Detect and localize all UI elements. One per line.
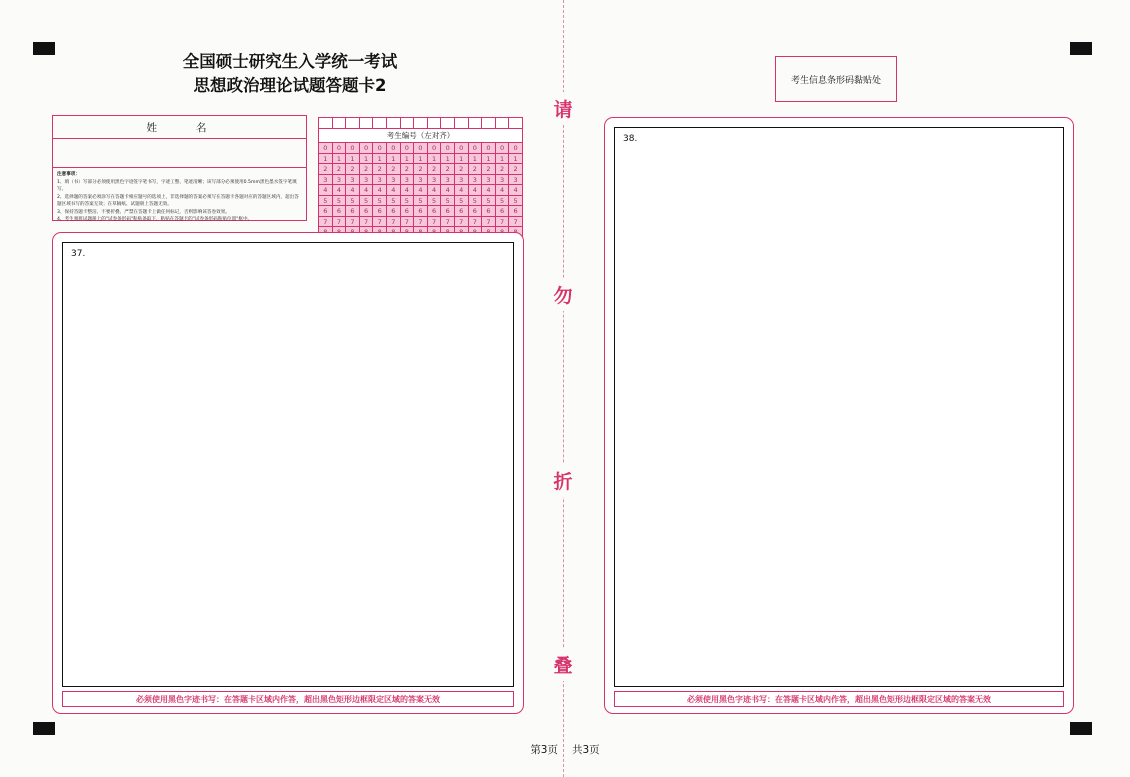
candidate-number-bubble[interactable]: 6	[373, 206, 387, 217]
candidate-number-bubble[interactable]: 6	[455, 206, 469, 217]
answer-panel-38-footer: 必须使用黑色字迹书写：在答题卡区域内作答，超出黑色矩形边框限定区域的答案无效	[614, 691, 1064, 707]
candidate-number-bubble[interactable]: 6	[346, 206, 360, 217]
candidate-number-bubble[interactable]: 3	[319, 175, 333, 186]
page-title-line-2: 思想政治理论试题答题卡2	[193, 75, 387, 95]
candidate-number-bubble[interactable]: 1	[441, 154, 455, 165]
answer-area-37[interactable]	[62, 242, 514, 687]
candidate-number-write-cell[interactable]	[441, 118, 455, 128]
candidate-number-write-cell[interactable]	[455, 118, 469, 128]
candidate-number-bubble[interactable]: 5	[373, 196, 387, 207]
candidate-number-bubble[interactable]: 4	[441, 185, 455, 196]
candidate-number-bubble[interactable]: 7	[346, 217, 360, 228]
name-write-area[interactable]	[53, 139, 306, 168]
candidate-number-bubble[interactable]: 2	[319, 164, 333, 175]
instructions-item: 2、选择题的答案必须涂写在答题卡相应题号的选项上，非选择题的答案必须写在答题卡各题对应的答题区域内，超出答题区域书写的答案无效；在草稿纸、试题册上答题无效。	[57, 194, 299, 208]
candidate-number-bubble[interactable]: 7	[509, 217, 522, 228]
question-number-38: 38.	[623, 134, 638, 144]
candidate-number-bubble[interactable]: 5	[401, 196, 415, 207]
candidate-number-bubble[interactable]: 6	[414, 206, 428, 217]
candidate-number-write-cell[interactable]	[373, 118, 387, 128]
candidate-number-bubble[interactable]: 2	[360, 164, 374, 175]
candidate-number-bubble[interactable]: 5	[441, 196, 455, 207]
candidate-number-bubble[interactable]: 4	[428, 185, 442, 196]
candidate-number-bubble[interactable]: 5	[469, 196, 483, 207]
answer-panel-38	[604, 117, 1074, 714]
candidate-number-bubble[interactable]: 3	[414, 175, 428, 186]
candidate-number-bubble[interactable]: 7	[469, 217, 483, 228]
candidate-number-bubble[interactable]: 1	[387, 154, 401, 165]
candidate-number-bubble[interactable]: 2	[387, 164, 401, 175]
candidate-number-bubble[interactable]: 7	[496, 217, 510, 228]
candidate-number-bubble[interactable]: 1	[496, 154, 510, 165]
candidate-number-bubble[interactable]: 6	[360, 206, 374, 217]
candidate-number-bubble[interactable]: 0	[387, 143, 401, 154]
candidate-number-bubble[interactable]: 4	[401, 185, 415, 196]
candidate-number-bubble[interactable]: 0	[414, 143, 428, 154]
candidate-number-write-cell[interactable]	[509, 118, 522, 128]
candidate-number-bubble[interactable]: 2	[455, 164, 469, 175]
candidate-number-bubble[interactable]: 4	[414, 185, 428, 196]
question-number-37: 37.	[71, 249, 86, 259]
candidate-number-digit-row	[319, 206, 522, 217]
candidate-number-bubble[interactable]: 0	[373, 143, 387, 154]
fiducial-mark-bottom-left	[33, 722, 55, 735]
instructions-title: 注意事项：	[57, 172, 80, 177]
candidate-number-bubble[interactable]: 7	[441, 217, 455, 228]
candidate-number-bubble[interactable]: 7	[360, 217, 374, 228]
candidate-number-bubble[interactable]: 6	[469, 206, 483, 217]
candidate-number-bubble[interactable]: 1	[333, 154, 347, 165]
candidate-number-digit-row	[319, 175, 522, 186]
candidate-number-bubble[interactable]: 4	[333, 185, 347, 196]
candidate-number-bubble[interactable]: 3	[360, 175, 374, 186]
candidate-number-bubble[interactable]: 7	[333, 217, 347, 228]
fold-text-char-3: 折	[548, 464, 578, 497]
candidate-number-bubble[interactable]: 2	[373, 164, 387, 175]
candidate-number-bubble[interactable]: 6	[509, 206, 522, 217]
candidate-number-label: 考生编号（左对齐）	[319, 129, 522, 143]
candidate-number-bubble[interactable]: 3	[455, 175, 469, 186]
candidate-number-bubble[interactable]: 6	[428, 206, 442, 217]
candidate-number-bubble[interactable]: 1	[401, 154, 415, 165]
candidate-number-write-cell[interactable]	[401, 118, 415, 128]
candidate-number-bubble[interactable]: 5	[414, 196, 428, 207]
candidate-number-bubble[interactable]: 3	[469, 175, 483, 186]
candidate-number-write-cell[interactable]	[428, 118, 442, 128]
candidate-number-bubble[interactable]: 3	[373, 175, 387, 186]
candidate-number-bubble[interactable]: 5	[496, 196, 510, 207]
page-footer	[500, 742, 630, 757]
candidate-number-digit-row	[319, 164, 522, 175]
fold-text-char-2: 勿	[548, 278, 578, 311]
candidate-number-bubble[interactable]: 2	[482, 164, 496, 175]
barcode-paste-label: 考生信息条形码黏贴处	[790, 75, 881, 86]
candidate-number-bubble[interactable]: 3	[346, 175, 360, 186]
answer-panel-37	[52, 232, 524, 714]
candidate-number-digit-row	[319, 196, 522, 207]
fiducial-mark-top-left	[33, 42, 55, 55]
fold-text-char-1: 请	[548, 92, 578, 125]
instructions-block	[53, 168, 306, 224]
candidate-number-bubble[interactable]: 7	[428, 217, 442, 228]
candidate-number-bubble[interactable]: 0	[346, 143, 360, 154]
candidate-number-bubble[interactable]: 1	[455, 154, 469, 165]
candidate-number-write-cell[interactable]	[360, 118, 374, 128]
candidate-number-bubble[interactable]: 4	[455, 185, 469, 196]
page-title-line-1: 全国硕士研究生入学统一考试	[182, 52, 398, 71]
candidate-number-bubble[interactable]: 7	[455, 217, 469, 228]
candidate-number-bubble[interactable]: 0	[441, 143, 455, 154]
candidate-number-bubble[interactable]: 0	[333, 143, 347, 154]
candidate-number-bubble[interactable]: 0	[428, 143, 442, 154]
candidate-number-bubble[interactable]: 2	[414, 164, 428, 175]
fiducial-mark-bottom-right	[1070, 722, 1092, 735]
candidate-number-bubble[interactable]: 4	[346, 185, 360, 196]
name-field-label: 姓 名	[53, 116, 306, 139]
candidate-number-bubble[interactable]: 0	[360, 143, 374, 154]
page-current: 第3页	[530, 744, 558, 756]
candidate-number-bubble[interactable]: 7	[414, 217, 428, 228]
candidate-number-bubble[interactable]: 0	[509, 143, 522, 154]
candidate-number-bubble[interactable]: 4	[469, 185, 483, 196]
page-total: 共3页	[572, 744, 600, 756]
candidate-number-bubble[interactable]: 0	[482, 143, 496, 154]
instructions-item: 1、填（书）写部分必须使用黑色字迹签字笔书写，字迹工整、笔迹清晰；该写部分必须使用0.5mm黑色墨水签字笔填写。	[57, 179, 297, 193]
candidate-number-bubble[interactable]: 3	[401, 175, 415, 186]
candidate-number-write-cell[interactable]	[482, 118, 496, 128]
instructions-item: 3、保持答题卡整洁、不要折叠、严禁在答题卡上做任何标记，否则影响该答卷效果。	[57, 209, 230, 215]
candidate-number-bubble[interactable]: 7	[482, 217, 496, 228]
candidate-number-bubble[interactable]: 0	[469, 143, 483, 154]
candidate-number-bubble[interactable]: 0	[319, 143, 333, 154]
candidate-number-digit-row	[319, 185, 522, 196]
candidate-number-bubble[interactable]: 5	[509, 196, 522, 207]
candidate-number-bubble[interactable]: 2	[441, 164, 455, 175]
candidate-number-bubble[interactable]: 6	[496, 206, 510, 217]
candidate-number-bubble[interactable]: 5	[333, 196, 347, 207]
candidate-number-bubble[interactable]: 6	[333, 206, 347, 217]
candidate-number-write-cell[interactable]	[333, 118, 347, 128]
answer-area-38[interactable]	[614, 127, 1064, 687]
candidate-number-bubble[interactable]: 4	[373, 185, 387, 196]
candidate-number-write-cell[interactable]	[469, 118, 483, 128]
candidate-number-block	[318, 117, 523, 249]
candidate-number-bubble[interactable]: 7	[319, 217, 333, 228]
candidate-number-digit-row	[319, 154, 522, 165]
name-block	[52, 115, 307, 221]
candidate-number-bubble[interactable]: 6	[319, 206, 333, 217]
candidate-number-write-cell[interactable]	[346, 118, 360, 128]
candidate-number-bubble[interactable]: 6	[441, 206, 455, 217]
candidate-number-bubble[interactable]: 4	[387, 185, 401, 196]
fold-text-char-4: 叠	[548, 648, 578, 681]
candidate-number-bubble[interactable]: 4	[482, 185, 496, 196]
candidate-number-bubble[interactable]: 1	[469, 154, 483, 165]
candidate-number-bubble[interactable]: 1	[373, 154, 387, 165]
candidate-number-bubble[interactable]: 2	[346, 164, 360, 175]
candidate-number-bubble[interactable]: 2	[333, 164, 347, 175]
candidate-number-bubble[interactable]: 5	[346, 196, 360, 207]
candidate-number-bubble[interactable]: 2	[509, 164, 522, 175]
candidate-number-bubble[interactable]: 4	[496, 185, 510, 196]
page-title	[55, 50, 525, 98]
candidate-number-digit-row	[319, 143, 522, 154]
candidate-number-bubble[interactable]: 1	[360, 154, 374, 165]
candidate-number-bubble[interactable]: 7	[373, 217, 387, 228]
answer-panel-37-footer: 必须使用黑色字迹书写：在答题卡区域内作答，超出黑色矩形边框限定区域的答案无效	[62, 691, 514, 707]
candidate-number-bubble[interactable]: 3	[441, 175, 455, 186]
candidate-number-bubble[interactable]: 2	[401, 164, 415, 175]
candidate-number-bubble[interactable]: 0	[401, 143, 415, 154]
candidate-number-bubble[interactable]: 5	[387, 196, 401, 207]
candidate-number-bubble[interactable]: 3	[333, 175, 347, 186]
candidate-number-bubble[interactable]: 3	[387, 175, 401, 186]
candidate-number-bubble[interactable]: 6	[387, 206, 401, 217]
candidate-number-bubble[interactable]: 1	[428, 154, 442, 165]
candidate-number-bubble[interactable]: 0	[455, 143, 469, 154]
candidate-number-bubble[interactable]: 0	[496, 143, 510, 154]
candidate-number-write-cell[interactable]	[414, 118, 428, 128]
candidate-number-bubble[interactable]: 6	[482, 206, 496, 217]
candidate-number-bubble[interactable]: 4	[360, 185, 374, 196]
candidate-number-bubble[interactable]: 2	[469, 164, 483, 175]
candidate-number-bubble[interactable]: 1	[482, 154, 496, 165]
candidate-number-bubble[interactable]: 5	[482, 196, 496, 207]
candidate-number-bubble[interactable]: 7	[387, 217, 401, 228]
candidate-number-bubble[interactable]: 1	[319, 154, 333, 165]
candidate-number-bubble[interactable]: 4	[319, 185, 333, 196]
barcode-paste-area	[775, 56, 897, 102]
candidate-number-bubble[interactable]: 4	[509, 185, 522, 196]
candidate-number-bubble[interactable]: 2	[428, 164, 442, 175]
candidate-number-bubble[interactable]: 5	[455, 196, 469, 207]
candidate-number-digit-row	[319, 217, 522, 228]
candidate-number-bubble[interactable]: 3	[509, 175, 522, 186]
fiducial-mark-top-right	[1070, 42, 1092, 55]
candidate-number-bubble[interactable]: 5	[319, 196, 333, 207]
candidate-number-write-cell[interactable]	[387, 118, 401, 128]
candidate-number-bubble[interactable]: 5	[360, 196, 374, 207]
candidate-number-bubble[interactable]: 7	[401, 217, 415, 228]
candidate-number-bubble[interactable]: 2	[496, 164, 510, 175]
candidate-number-bubble[interactable]: 1	[414, 154, 428, 165]
candidate-number-bubble[interactable]: 3	[482, 175, 496, 186]
candidate-number-bubble[interactable]: 1	[509, 154, 522, 165]
candidate-number-bubble[interactable]: 1	[346, 154, 360, 165]
candidate-number-write-row[interactable]	[319, 118, 522, 129]
candidate-number-write-cell[interactable]	[319, 118, 333, 128]
candidate-number-bubble[interactable]: 3	[428, 175, 442, 186]
candidate-number-bubble[interactable]: 5	[428, 196, 442, 207]
candidate-number-bubble[interactable]: 6	[401, 206, 415, 217]
candidate-number-bubble[interactable]: 3	[496, 175, 510, 186]
instructions-item: 4、考生须将试题册上的"试卷条形码"粘贴条取下，粘贴在答题卡的"试卷条形码粘贴位置"框中。	[57, 217, 253, 223]
candidate-number-write-cell[interactable]	[496, 118, 510, 128]
